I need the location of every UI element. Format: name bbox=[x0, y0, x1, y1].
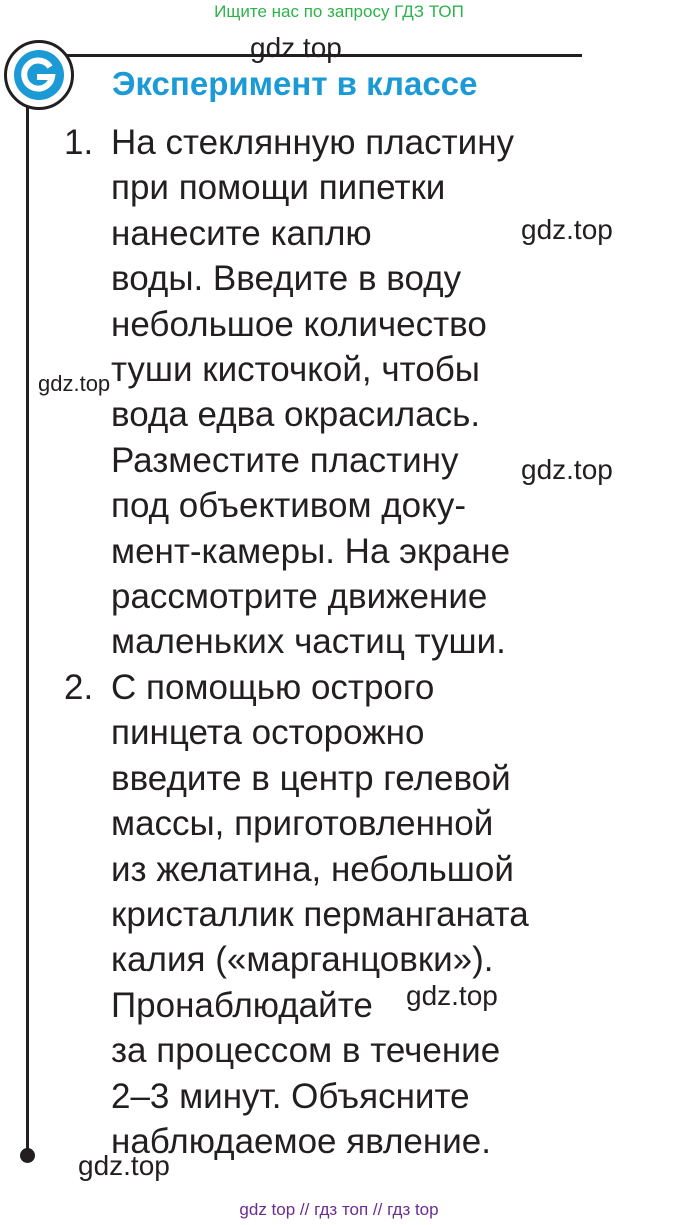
watermark: gdz.top bbox=[406, 980, 498, 1011]
watermark: gdz.top bbox=[521, 454, 613, 485]
watermark: gdz.top bbox=[250, 32, 342, 63]
text-line: нанесите каплю bbox=[111, 213, 372, 253]
experiment-badge-icon bbox=[4, 40, 74, 110]
text-line: маленьких частиц туши. bbox=[111, 622, 506, 662]
text-line: небольшое количество bbox=[111, 304, 487, 344]
text-line: калия («марганцовки»). bbox=[111, 940, 494, 980]
item-number: 2. bbox=[64, 667, 94, 707]
watermark: gdz.top bbox=[38, 371, 111, 396]
text-line: из желатина, небольшой bbox=[111, 849, 514, 889]
text-line: С помощью острого bbox=[111, 667, 435, 707]
list-item-1 bbox=[64, 120, 529, 665]
text-line: рассмотрите движение bbox=[111, 577, 488, 617]
text-line: воды. Введите в воду bbox=[111, 259, 462, 299]
text-line: 2–3 минут. Объясните bbox=[111, 1076, 470, 1116]
top-banner: Ищите нас по запросу ГДЗ ТОП bbox=[214, 2, 464, 21]
watermark: gdz.top bbox=[78, 1150, 170, 1181]
text-line: наблюдаемое явление. bbox=[111, 1121, 491, 1161]
text-line: кристаллик перманганата bbox=[111, 894, 529, 934]
text-line: при помощи пипетки bbox=[111, 168, 446, 208]
text-line: Пронаблюдайте bbox=[111, 985, 373, 1025]
text-line: мент-камеры. На экране bbox=[111, 531, 511, 571]
side-rule bbox=[26, 92, 29, 1158]
text-line: массы, приготовленной bbox=[111, 804, 494, 844]
text-line: введите в центр гелевой bbox=[111, 758, 511, 798]
text-line: пинцета осторожно bbox=[111, 713, 425, 753]
text-line: туши кисточкой, чтобы bbox=[111, 350, 480, 390]
footer-links: gdz top // гдз топ // гдз top bbox=[239, 1200, 439, 1219]
watermark: gdz.top bbox=[521, 214, 613, 245]
item-text bbox=[111, 120, 529, 665]
text-line: за процессом в течение bbox=[111, 1031, 501, 1071]
item-text bbox=[111, 665, 529, 1164]
text-line: Разместите пластину bbox=[111, 440, 459, 480]
experiment-badge-glyph bbox=[13, 49, 65, 101]
text-line: На стеклянную пластину bbox=[111, 123, 515, 162]
section-title: Эксперимент в классе bbox=[112, 65, 478, 102]
item-number: 1. bbox=[64, 123, 94, 162]
text-line: вода едва окрасилась. bbox=[111, 395, 481, 435]
text-line: под объективом доку- bbox=[111, 486, 466, 526]
list-item-2 bbox=[64, 665, 529, 1164]
side-rule-end-dot bbox=[20, 1148, 35, 1163]
